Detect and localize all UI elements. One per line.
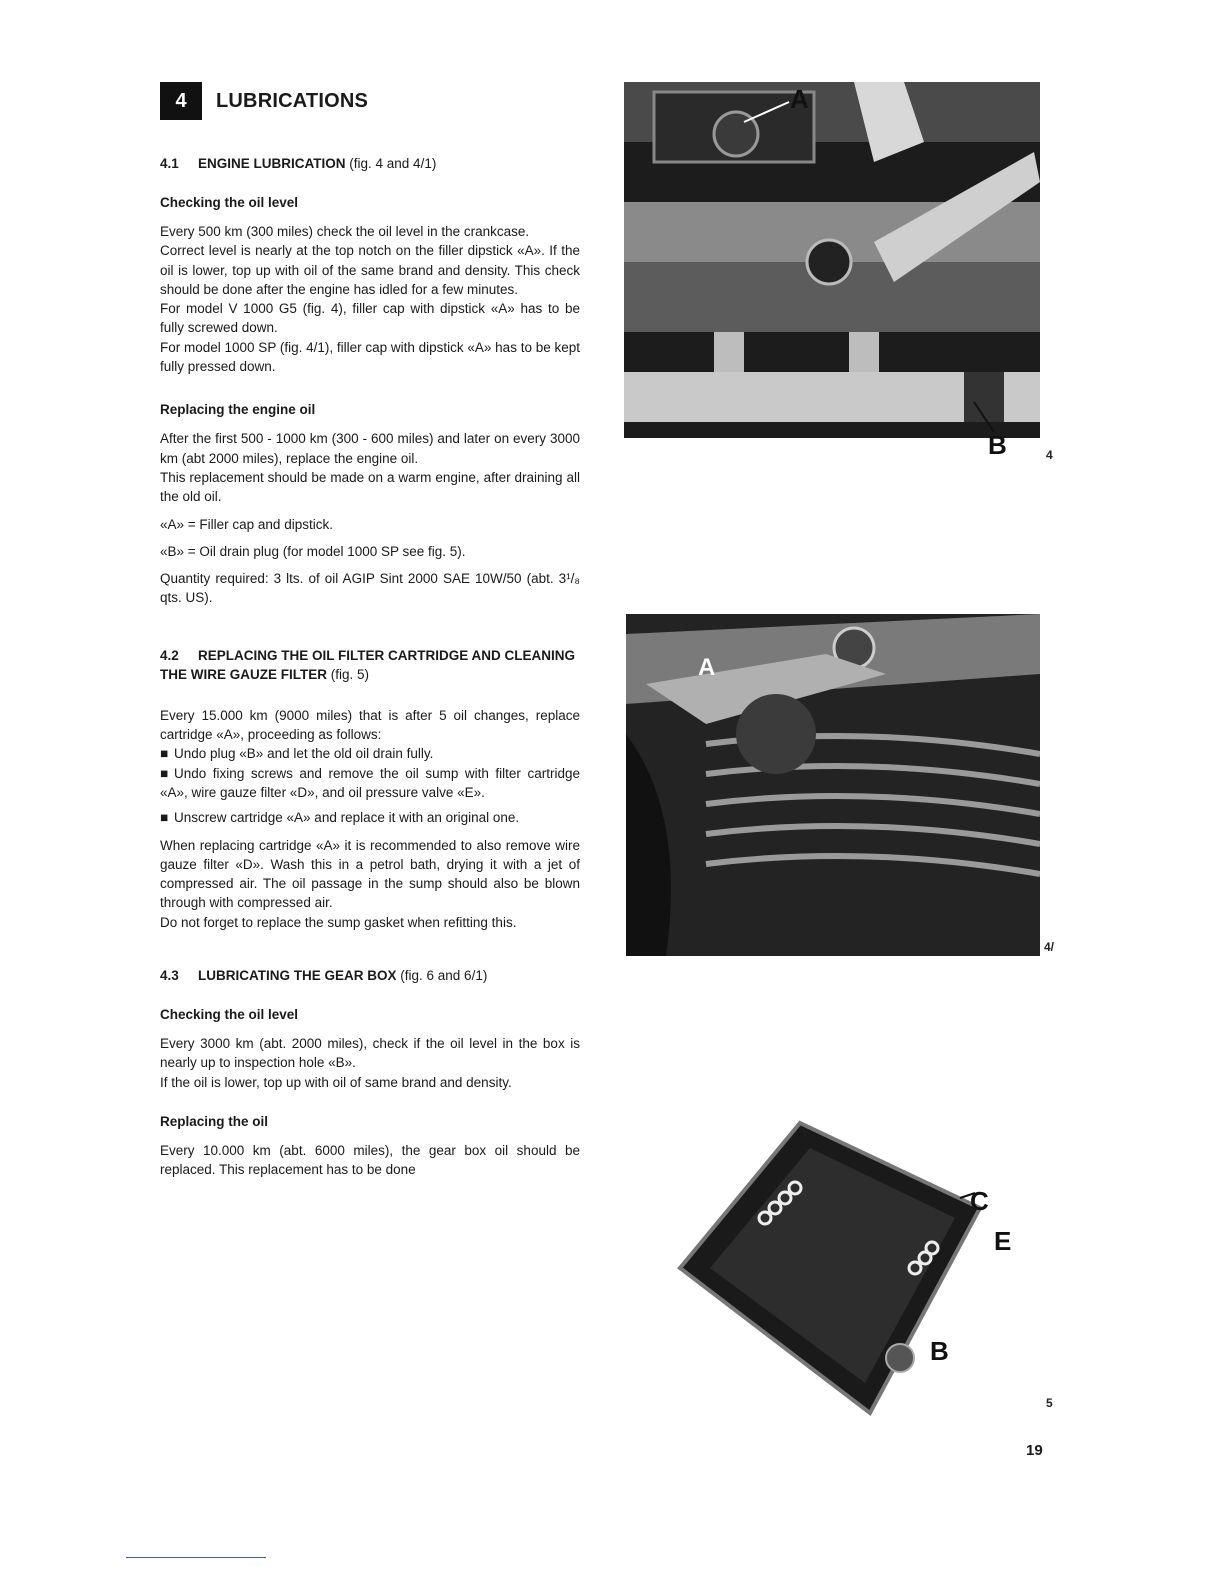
subheading-checking-oil-level: Checking the oil level xyxy=(160,195,299,210)
section-4-1-heading xyxy=(160,154,580,173)
section-number: 4.3 xyxy=(160,968,179,984)
oil-sump-photo-illustration xyxy=(670,1118,1000,1418)
paragraph: For model 1000 SP (fig. 4/1), filler cap with dipstick «A» has to be kept fully pressed down. xyxy=(160,339,580,375)
footer-divider xyxy=(126,1557,266,1558)
paragraph: This replacement should be made on a warm engine, after draining all the old oil. xyxy=(160,469,580,505)
list-item: ■ Unscrew cartridge «A» and replace it with an original one. xyxy=(160,808,580,827)
paragraph: «A» = Filler cap and dipstick. xyxy=(160,516,333,532)
figure-label: 5 xyxy=(1046,1396,1053,1410)
callout-b: B xyxy=(930,1336,949,1366)
subheading-replacing-oil: Replacing the oil xyxy=(160,1113,269,1129)
subheading-replacing-engine-oil: Replacing the engine oil xyxy=(160,402,316,418)
callout-e: E xyxy=(994,1226,1012,1256)
bullet-icon: ■ xyxy=(160,810,169,826)
callout-c: C xyxy=(970,1186,989,1216)
section-4-2-heading xyxy=(160,646,580,684)
section-fig-ref: (fig. 5) xyxy=(330,666,370,682)
callout-a: A xyxy=(790,84,809,114)
text-column xyxy=(160,82,580,1188)
list-item: ■ Undo fixing screws and remove the oil sump with filter cartridge «A», wire gauze filter «D», and oil pressure valve «E». xyxy=(160,765,580,800)
bullet-icon: ■ xyxy=(160,746,169,762)
bullet-icon: ■ xyxy=(160,765,169,781)
paragraph: When replacing cartridge «A» it is recommended to also remove wire gauze filter «D». Wash this in a petrol bath, drying it with a jet of compressed air. The oil passage in the sump should also be blown through with compressed air. xyxy=(160,837,580,911)
figure-label: 4/ xyxy=(1044,940,1055,954)
section-fig-ref: (fig. 4 and 4/1) xyxy=(349,156,437,171)
paragraph: For model V 1000 G5 (fig. 4), filler cap with dipstick «A» has to be fully screwed down. xyxy=(160,301,580,336)
section-title: REPLACING THE OIL FILTER CARTRIDGE AND CLEANING THE WIRE GAUZE FILTER xyxy=(160,647,575,682)
subheading-checking-oil-level: Checking the oil level xyxy=(160,1007,299,1023)
figure-label: 4 xyxy=(1046,448,1053,462)
paragraph: After the first 500 - 1000 km (300 - 600 miles) and later on every 3000 km (abt 2000 miles), replace the engine oil. xyxy=(160,431,580,466)
engine-cylinder-photo-illustration xyxy=(626,614,1040,956)
callout-b: B xyxy=(988,430,1007,460)
figure-5-photo xyxy=(670,1118,1000,1418)
page-number: 19 xyxy=(1026,1442,1043,1459)
chapter-title: LUBRICATIONS xyxy=(216,89,369,112)
list-item: ■ Undo plug «B» and let the old oil drain fully. xyxy=(160,744,580,763)
paragraph: Every 10.000 km (abt. 6000 miles), the gear box oil should be replaced. This replacement has to be done xyxy=(160,1142,580,1178)
paragraph: Do not forget to replace the sump gasket when refitting this. xyxy=(160,914,517,930)
section-number: 4.1 xyxy=(160,156,179,171)
section-title: ENGINE LUBRICATION xyxy=(198,156,346,171)
paragraph: Quantity required: 3 lts. of oil AGIP Sint 2000 SAE 10W/50 (abt. 3¹/₈ qts. US). xyxy=(160,571,580,606)
paragraph: If the oil is lower, top up with oil of same brand and density. xyxy=(160,1074,512,1090)
section-title: LUBRICATING THE GEAR BOX xyxy=(198,968,397,984)
paragraph: Every 3000 km (abt. 2000 miles), check if the oil level in the box is nearly up to inspection hole «B». xyxy=(160,1036,580,1071)
callout-a: A xyxy=(698,654,716,681)
paragraph: Every 15.000 km (9000 miles) that is after 5 oil changes, replace cartridge «A», proceeding as follows: xyxy=(160,707,580,743)
engine-photo-illustration xyxy=(624,82,1040,438)
figure-4-photo xyxy=(624,82,1040,438)
paragraph: «B» = Oil drain plug (for model 1000 SP see fig. 5). xyxy=(160,543,466,559)
chapter-number-badge: 4 xyxy=(160,82,202,120)
section-4-3-heading xyxy=(160,966,580,985)
chapter-heading xyxy=(160,82,580,120)
paragraph: Correct level is nearly at the top notch on the filler dipstick «A». If the oil is lower, top up with oil of the same brand and density. This check should be done after the engine has idled for a few minutes. xyxy=(160,243,580,297)
section-fig-ref: (fig. 6 and 6/1) xyxy=(400,968,488,984)
paragraph: Every 500 km (300 miles) check the oil level in the crankcase. xyxy=(160,224,530,239)
section-number: 4.2 xyxy=(160,647,179,663)
figure-4-1-photo xyxy=(626,614,1040,956)
